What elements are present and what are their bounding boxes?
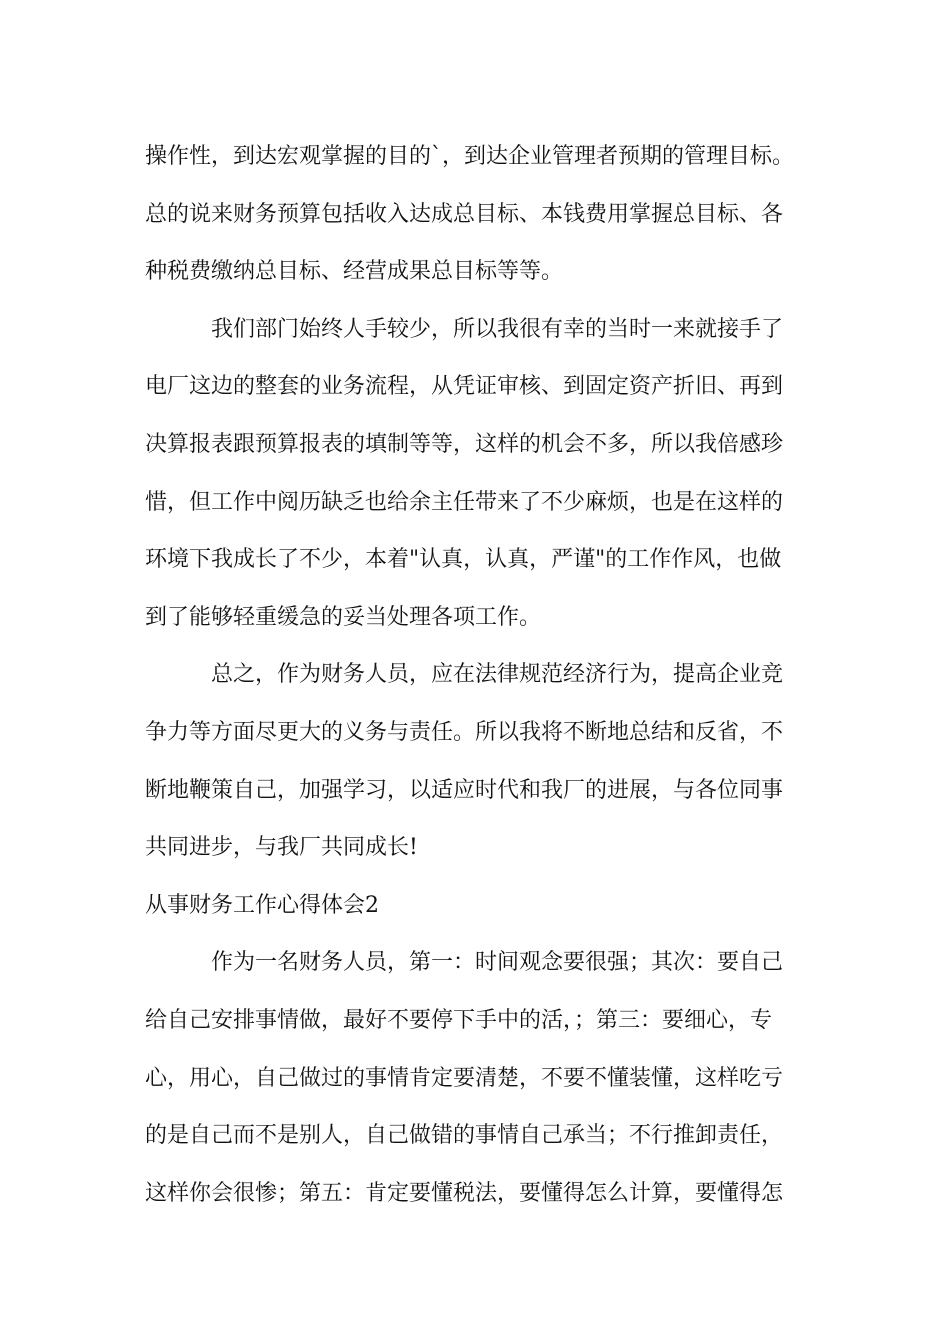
text-line: 电厂这边的整套的业务流程，从凭证审核、到固定资产折旧、再到 bbox=[145, 374, 784, 400]
text-line: 争力等方面尽更大的义务与责任。所以我将不断地总结和反省，不 bbox=[145, 719, 784, 745]
text-line: 到了能够轻重缓急的妥当处理各项工作。 bbox=[145, 604, 542, 630]
text-line: 决算报表跟预算报表的填制等等，这样的机会不多，所以我倍感珍 bbox=[145, 431, 784, 457]
paragraph-start-line: 总之，作为财务人员，应在法律规范经济行为，提高企业竞 bbox=[211, 662, 784, 688]
text-line: 心，用心，自己做过的事情肯定要清楚，不要不懂装懂，这样吃亏 bbox=[145, 1065, 784, 1091]
text-line: 这样你会很惨；第五：肯定要懂税法，要懂得怎么计算，要懂得怎 bbox=[145, 1180, 784, 1206]
text-line: 共同进步，与我厂共同成长! bbox=[145, 835, 418, 861]
section-heading: 从事财务工作心得体会2 bbox=[145, 892, 379, 918]
paragraph-start-line: 作为一名财务人员，第一：时间观念要很强；其次：要自己 bbox=[211, 950, 784, 976]
paragraph-start-line: 我们部门始终人手较少，所以我很有幸的当时一来就接手了 bbox=[211, 316, 784, 342]
text-line: 环境下我成长了不少，本着"认真，认真，严谨"的工作作风，也做 bbox=[145, 547, 782, 573]
text-line: 总的说来财务预算包括收入达成总目标、本钱费用掌握总目标、各 bbox=[145, 201, 784, 227]
text-line: 惜，但工作中阅历缺乏也给余主任带来了不少麻烦，也是在这样的 bbox=[145, 489, 784, 515]
text-line: 种税费缴纳总目标、经营成果总目标等等。 bbox=[145, 259, 564, 285]
text-line: 给自己安排事情做，最好不要停下手中的活，；第三：要细心，专 bbox=[145, 1007, 773, 1033]
document-body bbox=[145, 128, 807, 1222]
text-line: 断地鞭策自己，加强学习，以适应时代和我厂的进展，与各位同事 bbox=[145, 777, 784, 803]
text-line: 操作性，到达宏观掌握的目的`，到达企业管理者预期的管理目标。 bbox=[145, 144, 795, 169]
text-line: 的是自己而不是别人，自己做错的事情自己承当；不行推卸责任， bbox=[145, 1123, 784, 1149]
